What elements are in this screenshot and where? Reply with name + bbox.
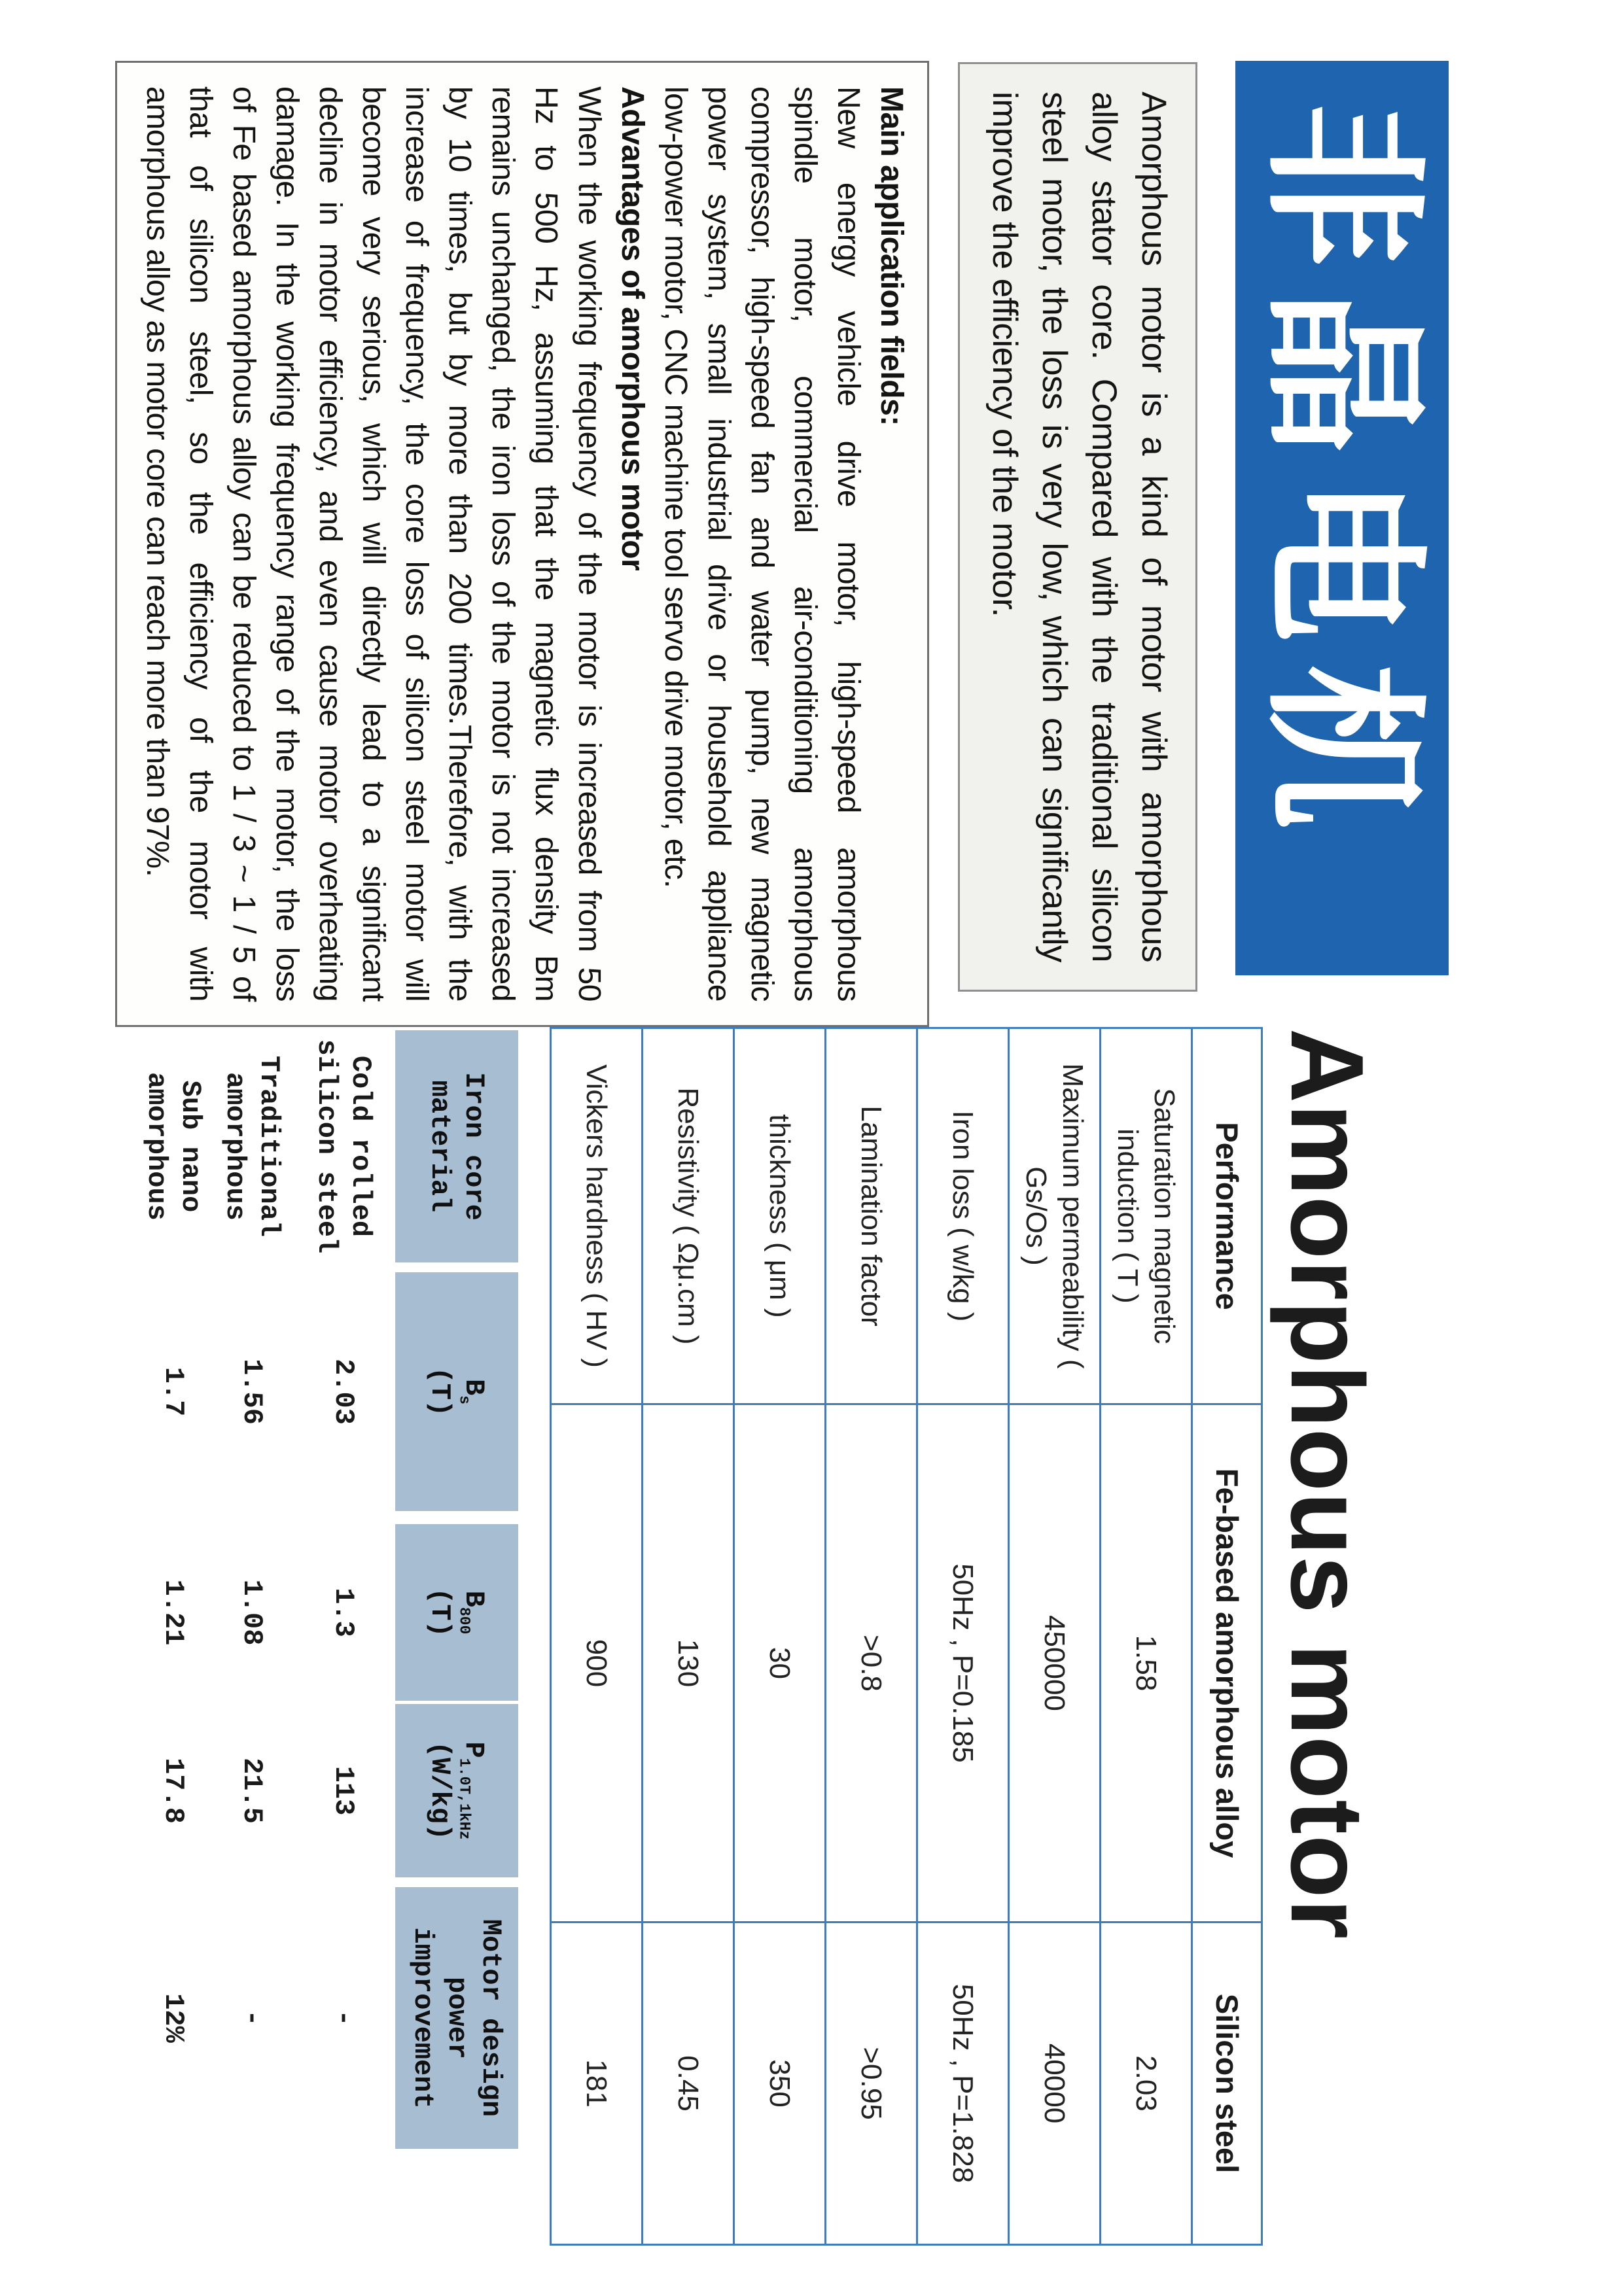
advantages-line: damage. In the working frequency range of the motor, the loss <box>270 86 304 1001</box>
fe-value: 30 <box>734 1404 826 1922</box>
b800-col-header: $B_{800}$ (T) <box>395 1524 518 1701</box>
table-row <box>551 1028 643 2245</box>
fe-value: 900 <box>551 1404 643 1922</box>
si-value: 181 <box>551 1922 643 2245</box>
row-label: thickness ( μm ) <box>734 1028 826 1404</box>
brand-logo-text: 非晶电机 <box>1246 103 1438 852</box>
material-name: Traditional amorphous <box>219 1055 285 1238</box>
si-value: 50Hz , P=1.828 <box>917 1922 1009 2245</box>
material-name: Sub nano amorphous <box>141 1072 206 1221</box>
si-value: >0.95 <box>826 1922 917 2245</box>
b800-value: 1.3 <box>328 1588 359 1637</box>
fields-line: New energy vehicle drive motor, high-speed amorphous <box>831 86 866 1001</box>
advantages-line: increase of frequency, the core loss of silicon steel motor will <box>399 86 434 1001</box>
advantages-line: amorphous alloy as motor core can reach more than 97%. <box>140 86 175 877</box>
advantages-heading: Advantages of amorphous motor <box>615 86 650 571</box>
ploss-value: 113 <box>328 1765 359 1816</box>
advantages-line: When the working frequency of the motor is increased from 50 <box>572 86 607 1001</box>
performance-table <box>550 1027 1263 2246</box>
row-label: Maximum permeability ( Gs/Os ) <box>1009 1028 1101 1404</box>
b800-value: 1.08 <box>236 1579 268 1646</box>
brand-banner <box>1235 61 1449 975</box>
table-row <box>917 1028 1009 2245</box>
advantages-line: become very serious, which will directly lead to a significant <box>356 86 391 1001</box>
intro-line: Amorphous motor is a kind of motor with amorphous <box>1135 92 1173 962</box>
bs-col-header: $B_s$ (T) <box>395 1272 518 1511</box>
row-label: Vickers hardness ( HV ) <box>551 1028 643 1404</box>
silicon-col-header: Silicon steel <box>1192 1922 1262 2245</box>
b800-value: 1.21 <box>158 1579 189 1646</box>
main-info-box <box>115 61 929 1027</box>
advantages-line: remains unchanged, the iron loss of the motor is not increased <box>485 86 520 1001</box>
advantages-line: that of silicon steel, so the efficiency of the motor with <box>183 86 218 1001</box>
fe-value: 130 <box>643 1404 734 1922</box>
si-value: 2.03 <box>1101 1922 1192 2245</box>
fields-line: compressor, high-speed fan and water pump, new magnetic <box>745 86 779 1001</box>
ploss-col-header: $P_{1.0T,1kHz}$ (W/kg) <box>395 1704 518 1877</box>
fields-heading: Main application fields: <box>874 86 909 426</box>
bs-value: 2.03 <box>328 1359 359 1425</box>
intro-line: improve the efficiency of the motor. <box>985 92 1024 617</box>
fe-value: 450000 <box>1009 1404 1101 1922</box>
fields-line: low-power motor, CNC machine tool servo drive motor, etc. <box>658 86 693 888</box>
intro-text-box <box>958 62 1197 992</box>
material-col-header: Iron core material <box>395 1030 518 1262</box>
row-label: Saturation magnetic induction ( T ) <box>1101 1028 1192 1404</box>
fe-value: >0.8 <box>826 1404 917 1922</box>
row-label: Resistivity ( Ωμ.cm ) <box>643 1028 734 1404</box>
advantages-line: by 10 times, but by more than 200 times.Therefore, with the <box>442 86 477 1001</box>
fields-line: power system, small industrial drive or household appliance <box>701 86 736 1001</box>
advantages-line: of Fe based amorphous alloy can be reduced to 1 / 3 ~ 1 / 5 of <box>226 86 261 1001</box>
advantages-line: Hz to 500 Hz, assuming that the magnetic flux density Bm <box>529 86 563 1001</box>
material-name: Cold rolled silicon steel <box>311 1039 376 1254</box>
advantages-line: decline in motor efficiency, and even cause motor overheating <box>313 86 347 1001</box>
improvement-value: - <box>328 2009 359 2026</box>
fe-col-header: Fe-based amorphous alloy <box>1192 1404 1262 1922</box>
row-label: Lamination factor <box>826 1028 917 1404</box>
fe-value: 1.58 <box>1101 1404 1192 1922</box>
intro-line: steel motor, the loss is very low, which can significantly <box>1035 92 1074 962</box>
table-row <box>1101 1028 1192 2245</box>
ploss-value: 21.5 <box>236 1758 268 1824</box>
intro-line: alloy stator core. Compared with the traditional silicon <box>1085 92 1123 962</box>
fields-line: spindle motor, commercial air-conditioning amorphous <box>788 86 822 1001</box>
table-row <box>734 1028 826 2245</box>
table-row <box>1009 1028 1101 2245</box>
bs-value: 1.56 <box>236 1359 268 1425</box>
table-row <box>643 1028 734 2245</box>
si-value: 350 <box>734 1922 826 2245</box>
si-value: 0.45 <box>643 1922 734 2245</box>
table-header-row <box>1192 1028 1262 2245</box>
improvement-value: - <box>236 2009 268 2026</box>
table-row <box>826 1028 917 2245</box>
ploss-value: 17.8 <box>158 1758 189 1824</box>
improvement-col-header: Motor design power improvement <box>395 1887 518 2149</box>
performance-col-header: Performance <box>1192 1028 1262 1404</box>
improvement-value: 12% <box>158 1993 189 2043</box>
fe-value: 50Hz , P=0.185 <box>917 1404 1009 1922</box>
row-label: Iron loss ( w/kg ) <box>917 1028 1009 1404</box>
material-table <box>135 1030 518 2149</box>
si-value: 40000 <box>1009 1922 1101 2245</box>
page-title: Amorphous motor <box>1269 1028 1385 1940</box>
bs-value: 1.7 <box>158 1366 189 1417</box>
